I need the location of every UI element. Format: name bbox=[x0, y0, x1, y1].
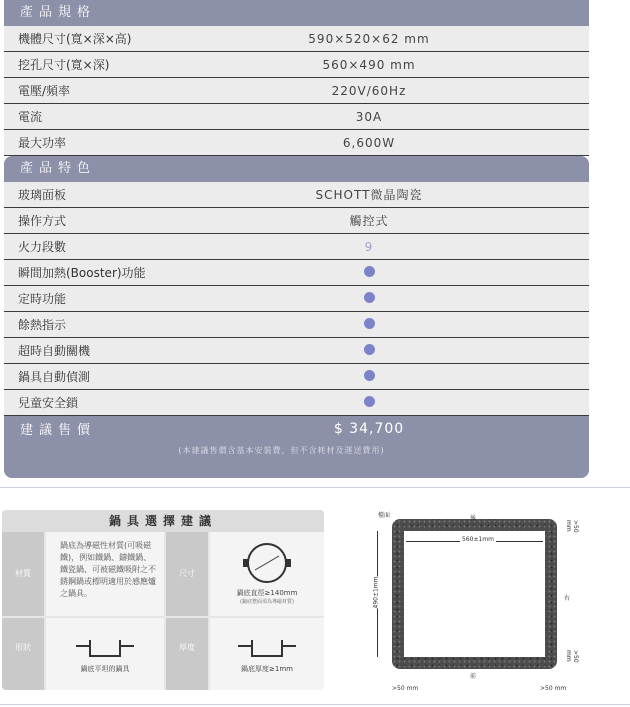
shape-cell bbox=[46, 618, 164, 690]
depth-dimension: 490±1mm bbox=[372, 576, 380, 609]
bottom-right-clearance-v: >50 mm bbox=[565, 650, 579, 663]
check-dot-icon bbox=[364, 370, 375, 381]
feature-check-dot bbox=[209, 318, 589, 332]
back-label: 後 bbox=[470, 515, 477, 522]
feature-check-dot bbox=[209, 266, 589, 280]
top-right-clearance: >50 mm bbox=[565, 520, 579, 533]
thickness-tag: 厚度 bbox=[166, 618, 208, 690]
check-dot-icon bbox=[364, 266, 375, 277]
size-subcaption: (鍋底整面須為導磁材質) bbox=[240, 599, 294, 605]
spec-row bbox=[4, 78, 589, 104]
spec-row bbox=[4, 104, 589, 130]
features-row bbox=[4, 286, 589, 312]
feature-check-dot bbox=[209, 344, 589, 358]
price-note: (本建議售價含基本安裝費，但不含耗材及運送費用) bbox=[4, 441, 589, 478]
left-label: 左 bbox=[394, 595, 401, 602]
countertop-label: 檯面 bbox=[378, 512, 391, 519]
features-row-label: 兒童安全鎖 bbox=[18, 396, 79, 410]
features-row bbox=[4, 234, 589, 260]
shape-caption: 鍋底平坦的鍋具 bbox=[80, 665, 130, 673]
spec-row-value: 30A bbox=[355, 109, 383, 124]
features-row-label: 瞬間加熱(Booster)功能 bbox=[18, 266, 146, 280]
pan-thickness-icon bbox=[232, 632, 302, 662]
flat-pan-icon bbox=[70, 632, 140, 662]
spec-row-label: 挖孔尺寸(寬×深) bbox=[18, 58, 110, 72]
divider-line bbox=[0, 487, 630, 488]
spec-row bbox=[4, 130, 589, 156]
price-value: $ 34,700 bbox=[333, 420, 405, 437]
front-label: 前 bbox=[470, 673, 477, 680]
spec-row-value: 560×490 mm bbox=[322, 57, 416, 72]
spec-row-value: 590×520×62 mm bbox=[308, 31, 430, 46]
material-text: 鍋底為導磁性材質(可吸磁鐵)，例如鐵鍋、鑄鐵鍋、鐵瓷鍋、可被磁鐵吸附之不銹鋼鍋或標明適用於感應爐之鍋具。 bbox=[46, 532, 164, 616]
feature-check-dot bbox=[209, 292, 589, 306]
size-cell bbox=[210, 532, 324, 616]
spec-row-value: 220V/60Hz bbox=[331, 83, 407, 98]
thickness-caption: 鍋底厚度≥1mm bbox=[241, 665, 293, 673]
features-header: 產品特色 bbox=[4, 156, 589, 182]
guide-title: 鍋具選擇建議 bbox=[2, 510, 324, 532]
price-label: 建議售價 bbox=[20, 423, 97, 438]
features-row bbox=[4, 312, 589, 338]
spec-row-value: 6,600W bbox=[342, 135, 396, 150]
features-row-label: 鍋具自動偵測 bbox=[18, 370, 91, 384]
features-row-label: 定時功能 bbox=[18, 292, 67, 306]
spec-row-label: 電壓/頻率 bbox=[18, 84, 71, 98]
spec-row-label: 電流 bbox=[18, 110, 43, 124]
cutout-drawing bbox=[372, 505, 582, 697]
features-row-label: 操作方式 bbox=[18, 214, 67, 228]
features-row bbox=[4, 260, 589, 286]
features-row-value: 觸控式 bbox=[349, 214, 389, 228]
size-tag: 尺寸 bbox=[166, 532, 208, 616]
spec-table bbox=[4, 0, 589, 478]
features-row bbox=[4, 364, 589, 390]
price-row bbox=[4, 416, 589, 441]
features-row-value: SCHOTT微晶陶瓷 bbox=[315, 188, 423, 202]
features-row bbox=[4, 338, 589, 364]
thickness-cell bbox=[210, 618, 324, 690]
bottom-divider bbox=[0, 704, 630, 705]
features-row-value: 9 bbox=[364, 239, 374, 254]
check-dot-icon bbox=[364, 292, 375, 303]
cutout-hole bbox=[404, 531, 545, 657]
check-dot-icon bbox=[364, 396, 375, 407]
spec-row bbox=[4, 26, 589, 52]
features-row bbox=[4, 390, 589, 416]
features-row bbox=[4, 208, 589, 234]
spec-row-label: 機體尺寸(寬×深×高) bbox=[18, 32, 132, 46]
right-label: 右 bbox=[564, 595, 571, 602]
features-row-label: 超時自動關機 bbox=[18, 344, 91, 358]
features-row-label: 餘熱指示 bbox=[18, 318, 67, 332]
spec-row bbox=[4, 52, 589, 78]
size-caption: 鍋底直徑≥140mm bbox=[236, 589, 298, 597]
width-dimension: 560±1mm bbox=[462, 536, 494, 543]
spec-row-label: 最大功率 bbox=[18, 136, 67, 150]
bottom-right-clearance: >50 mm bbox=[540, 685, 567, 692]
feature-check-dot bbox=[209, 396, 589, 410]
cookware-guide bbox=[2, 510, 324, 690]
features-row bbox=[4, 182, 589, 208]
spec-header: 產品規格 bbox=[4, 0, 589, 26]
check-dot-icon bbox=[364, 344, 375, 355]
features-row-label: 玻璃面板 bbox=[18, 188, 67, 202]
check-dot-icon bbox=[364, 318, 375, 329]
shape-tag: 形狀 bbox=[2, 618, 44, 690]
bottom-left-clearance: >50 mm bbox=[392, 685, 419, 692]
features-row-label: 火力段數 bbox=[18, 240, 67, 254]
feature-check-dot bbox=[209, 370, 589, 384]
material-tag: 材質 bbox=[2, 532, 44, 616]
pot-diameter-icon bbox=[237, 540, 297, 586]
